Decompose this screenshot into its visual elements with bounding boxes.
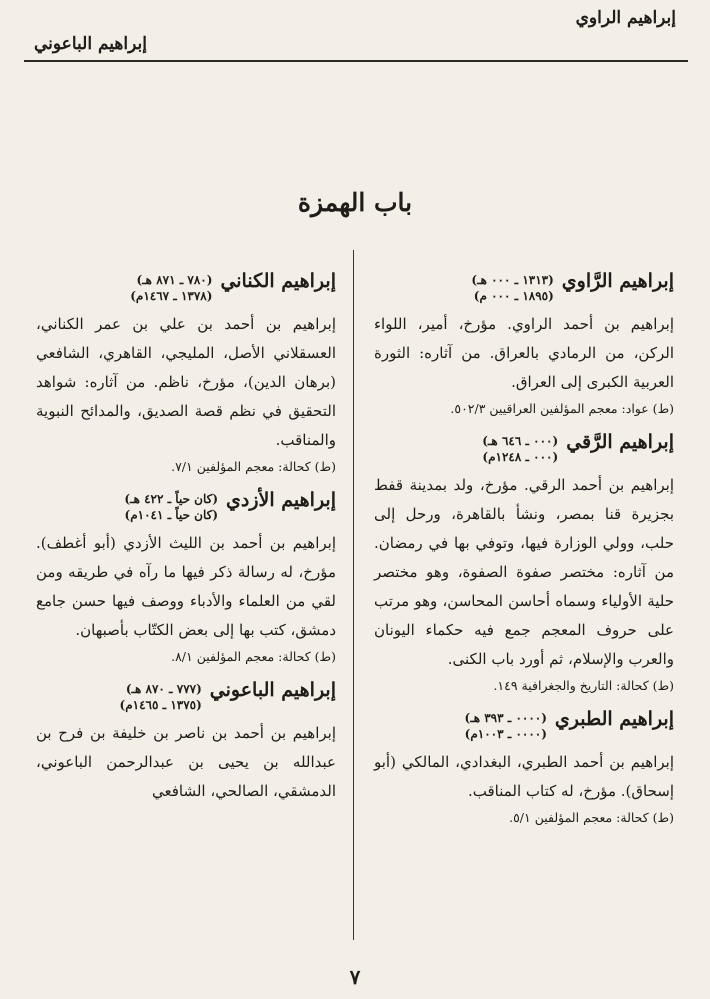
- entry-dates: [465, 710, 547, 742]
- entry: [36, 489, 336, 667]
- entry-reference: (ط) كحالة: معجم المؤلفين ٧/١.: [171, 459, 336, 474]
- entry-dates-hijri: (٠٠٠ ـ ٦٤٦ هـ): [482, 434, 559, 448]
- entry-body: إبراهيم بن أحمد الطبري، البغدادي، المالكي (أبو إسحاق). مؤرخ، له كتاب المناقب.: [374, 753, 674, 800]
- entry-body: إبراهيم بن أحمد الراوي. مؤرخ، أمير، اللواء الركن، من الرمادي بالعراق. من آثاره: الثورة العربية الكبرى إلى العراق.: [374, 315, 674, 391]
- entry-name: إبراهيم الرَّاوي: [561, 270, 674, 292]
- entry-name: إبراهيم الباعوني: [209, 679, 336, 701]
- column-divider: [353, 250, 354, 940]
- entry-dates-gregorian: (٠٠٠٠ ـ ١٠٠٣م): [464, 727, 547, 741]
- entry: [36, 270, 336, 477]
- entry-dates-hijri: (٠٠٠٠ ـ ٣٩٣ هـ): [464, 711, 547, 725]
- entry-name: إبراهيم الطبري: [554, 708, 674, 730]
- entry: [36, 679, 336, 806]
- entry-dates: [124, 491, 218, 523]
- entry-body: إبراهيم بن أحمد بن علي بن عمر الكناني، العسقلاني الأصل، المليجي، القاهري، الشافعي (برهان الدين)، مؤرخ، ناظم. من آثاره: شواهد التحقيق في نظم قصة الصديق، والمدائح النبوية والمناقب.: [36, 315, 336, 449]
- entry-name: إبراهيم الأزدي: [226, 489, 336, 511]
- entry-dates-gregorian: (كان حياً ـ ١٠٤١م): [124, 508, 219, 522]
- entry-dates-hijri: (كان حياً ـ ٤٢٢ هـ): [124, 492, 219, 506]
- entry-dates-gregorian: (٠٠٠ ـ ١٢٤٨م): [482, 450, 559, 464]
- entry-body: إبراهيم بن أحمد الرقي. مؤرخ، ولد بمدينة قفط بجزيرة قنا بمصر، ونشأ بالقاهرة، ورحل إلى حلب، وولي الوزارة فيها، وتوفي بها في رمضان. من آثاره: مختصر صفوة الصفوة، وهو مختصر حلية الأولياء وسماه أحاسن المحاسن، وهو مرتب على حروف المعجم جمع فيه حكماء اليونان والعرب والإسلام، ثم أورد باب الكنى.: [374, 476, 674, 668]
- entry-reference: (ط) كحالة: معجم المؤلفين ٨/١.: [171, 649, 336, 664]
- page-number: ٧: [349, 965, 361, 989]
- entry-dates-hijri: (٧٧٧ ـ ٨٧٠ هـ): [125, 682, 202, 696]
- header-rule: [24, 60, 688, 62]
- entry-reference: (ط) عواد: معجم المؤلفين العراقيين ٥٠٢/٣.: [450, 401, 674, 416]
- entry-name: إبراهيم الرَّقي: [566, 431, 674, 453]
- right-column: [374, 270, 674, 840]
- entry-dates-gregorian: (١٣٧٥ ـ ١٤٦٥م): [119, 698, 202, 712]
- entry-dates: [471, 272, 553, 304]
- running-header-left: إبراهيم الباعوني: [34, 34, 147, 54]
- entry-dates-hijri: (١٣١٣ ـ ٠٠٠ هـ): [471, 273, 554, 287]
- running-header-right: إبراهيم الراوي: [575, 8, 676, 28]
- entry-dates: [130, 272, 212, 304]
- entry-reference: (ط) كحالة: التاريخ والجغرافية ١٤٩.: [493, 678, 674, 693]
- chapter-title: باب الهمزة: [297, 188, 413, 217]
- entry-dates-hijri: (٧٨٠ ـ ٨٧١ هـ): [136, 273, 213, 287]
- entry-name: إبراهيم الكناني: [220, 270, 336, 292]
- left-column: [36, 270, 336, 818]
- entry: [374, 431, 674, 696]
- entry-reference: (ط) كحالة: معجم المؤلفين ٥/١.: [509, 810, 674, 825]
- entry: [374, 270, 674, 419]
- entry-body: إبراهيم بن أحمد بن الليث الأزدي (أبو أغطف). مؤرخ، له رسالة ذكر فيها ما رآه في طريقه ومن لقي من العلماء والأدباء ووصف فيها حسن جامع دمشق، كتب بها إلى بعض الكتّاب بأصبهان.: [36, 534, 336, 639]
- entry-dates-gregorian: (١٨٩٥ ـ ٠٠٠ م): [473, 289, 554, 303]
- entry-dates: [120, 681, 202, 713]
- entry-dates-gregorian: (١٣٧٨ ـ ١٤٦٧م): [130, 289, 213, 303]
- entry-dates: [482, 433, 558, 465]
- entry-body: إبراهيم بن أحمد بن ناصر بن خليفة بن فرح بن عبدالله بن يحيى بن عبدالرحمن الباعوني، الدمشقي، الصالحي، الشافعي: [36, 724, 336, 800]
- entry: [374, 708, 674, 828]
